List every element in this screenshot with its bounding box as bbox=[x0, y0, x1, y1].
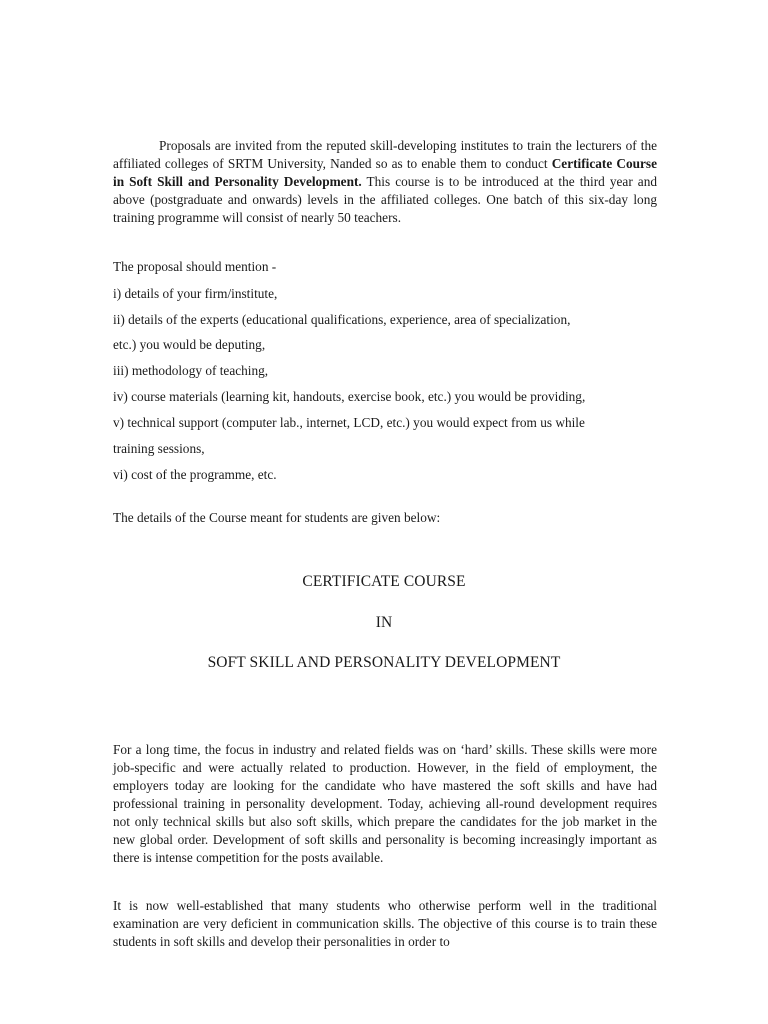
intro-text-start: Proposals are invited from the reputed skill-developing institutes to train the lecturers of the affiliated colleges of SRTM University, Nanded so as to enable them to conduct bbox=[113, 138, 657, 171]
proposal-lead: The proposal should mention - bbox=[113, 259, 277, 274]
proposal-item: etc.) you would be deputing, bbox=[113, 337, 266, 352]
body-paragraph-1: For a long time, the focus in industry and related fields was on ‘hard’ skills. These skills were more job-specific and were actually related to production. However, in the field of employment, the employers today are looking for the candidate who have mastered the soft skills and have had professional training in personality development. Today, achieving all-round development requires not only technical skills but also soft skills, which prepare the candidates for the job market in the new global order. Development of soft skills and personality is becoming increasingly important as there is intense competition for the posts available. bbox=[113, 742, 657, 865]
course-heading-line-3: SOFT SKILL AND PERSONALITY DEVELOPMENT bbox=[207, 654, 561, 671]
proposal-item: vi) cost of the programme, etc. bbox=[113, 467, 277, 482]
proposal-item: i) details of your firm/institute, bbox=[113, 286, 278, 301]
course-name-bold: Certificate Course in Soft Skill and Personality Development. bbox=[113, 156, 657, 189]
course-details-lead: The details of the Course meant for students are given below: bbox=[113, 510, 441, 525]
proposal-item: v) technical support (computer lab., internet, LCD, etc.) you would expect from us while bbox=[113, 415, 585, 430]
proposal-item: training sessions, bbox=[113, 441, 205, 456]
course-heading-line-1: CERTIFICATE COURSE bbox=[302, 573, 466, 590]
proposal-item: ii) details of the experts (educational qualifications, experience, area of specialization, bbox=[113, 312, 571, 327]
course-heading-line-2: IN bbox=[375, 614, 393, 631]
intro-paragraph bbox=[113, 137, 657, 227]
proposal-item: iii) methodology of teaching, bbox=[113, 363, 269, 378]
intro-text-end: This course is to be introduced at the third year and above (postgraduate and onwards) levels in the affiliated colleges. One batch of this six-day long training programme will consist of nearly 50 teachers. bbox=[113, 174, 657, 225]
body-paragraph-2: It is now well-established that many students who otherwise perform well in the traditional examination are very deficient in communication skills. The objective of this course is to train these students in soft skills and develop their personalities in order to bbox=[113, 898, 657, 949]
proposal-item: iv) course materials (learning kit, handouts, exercise book, etc.) you would be providing, bbox=[113, 389, 586, 404]
